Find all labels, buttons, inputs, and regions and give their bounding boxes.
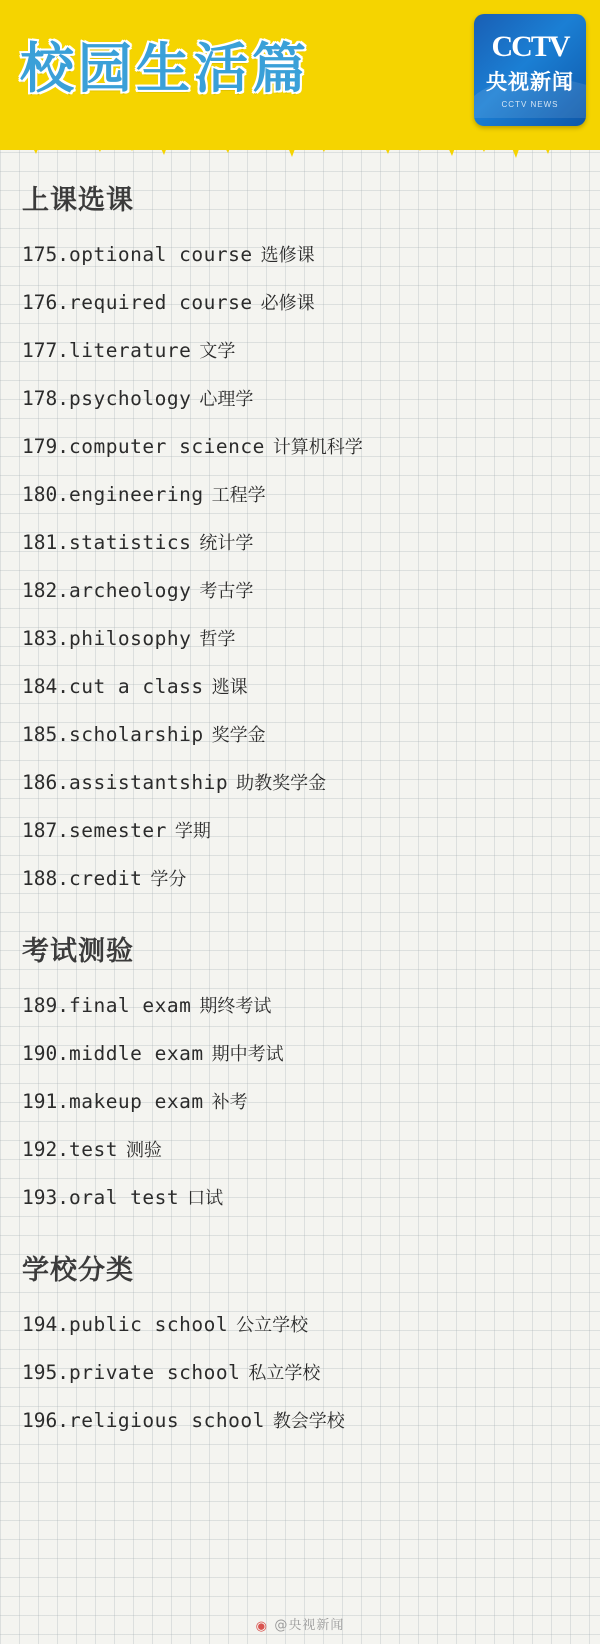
entry-chinese: 助教奖学金 <box>236 773 327 794</box>
list-item <box>22 327 600 375</box>
entry-chinese: 公立学校 <box>236 1315 309 1336</box>
entry-number: 179. <box>22 435 69 458</box>
entry-number: 182. <box>22 579 69 602</box>
entry-chinese: 文学 <box>199 341 236 362</box>
list-item <box>22 615 600 663</box>
entry-number: 186. <box>22 771 69 794</box>
entry-chinese: 考古学 <box>199 581 254 602</box>
entry-chinese: 必修课 <box>260 293 315 314</box>
entry-english: required course <box>68 291 253 314</box>
logo-cn-text: 央视新闻 <box>486 70 574 94</box>
entry-english: archeology <box>68 579 192 602</box>
entry-chinese: 补考 <box>211 1092 248 1113</box>
entry-number: 175. <box>22 243 69 266</box>
section-heading: 学校分类 <box>22 1255 134 1286</box>
section-heading: 上课选课 <box>22 185 134 216</box>
entry-chinese: 逃课 <box>211 677 248 698</box>
section-exams <box>0 929 600 1222</box>
entry-number: 185. <box>22 723 69 746</box>
entry-number: 177. <box>22 339 69 362</box>
list-item <box>22 1301 600 1349</box>
list-item <box>22 1078 600 1126</box>
list-item <box>22 1174 600 1222</box>
entry-english: psychology <box>68 387 192 410</box>
section-class-selection <box>0 178 600 903</box>
entry-chinese: 哲学 <box>199 629 236 650</box>
entry-english: final exam <box>68 994 192 1017</box>
entry-english: private school <box>68 1361 241 1384</box>
entry-number: 176. <box>22 291 69 314</box>
list-item <box>22 807 600 855</box>
entry-number: 188. <box>22 867 69 890</box>
entry-chinese: 教会学校 <box>272 1411 345 1432</box>
entry-english: assistantship <box>68 771 229 794</box>
entry-chinese: 测验 <box>125 1140 162 1161</box>
entry-english: statistics <box>68 531 192 554</box>
entry-english: test <box>68 1138 118 1161</box>
watermark-text: @央视新闻 <box>274 1618 345 1633</box>
entry-number: 184. <box>22 675 69 698</box>
entry-english: makeup exam <box>68 1090 204 1113</box>
entry-english: public school <box>68 1313 229 1336</box>
entry-chinese: 奖学金 <box>211 725 266 746</box>
entry-number: 178. <box>22 387 69 410</box>
entry-chinese: 工程学 <box>211 485 266 506</box>
list-item <box>22 1126 600 1174</box>
page-title: 校园生活篇 <box>20 37 310 100</box>
section-school-types <box>0 1248 600 1445</box>
entry-number: 190. <box>22 1042 69 1065</box>
list-item <box>22 471 600 519</box>
list-item <box>22 759 600 807</box>
entry-english: literature <box>68 339 192 362</box>
list-item <box>22 1397 600 1445</box>
entry-english: optional course <box>68 243 253 266</box>
entry-number: 189. <box>22 994 69 1017</box>
list-item <box>22 711 600 759</box>
list-item <box>22 567 600 615</box>
entry-chinese: 期中考试 <box>211 1044 284 1065</box>
entry-english: religious school <box>68 1409 265 1432</box>
cctv-news-logo <box>474 14 586 126</box>
list-item <box>22 982 600 1030</box>
entry-number: 192. <box>22 1138 69 1161</box>
list-item <box>22 423 600 471</box>
entry-chinese: 学分 <box>150 869 187 890</box>
entry-number: 187. <box>22 819 69 842</box>
entry-number: 196. <box>22 1409 69 1432</box>
list-item <box>22 1349 600 1397</box>
entry-chinese: 统计学 <box>199 533 254 554</box>
entry-english: oral test <box>68 1186 180 1209</box>
list-item <box>22 279 600 327</box>
logo-en-text: CCTV NEWS <box>501 100 559 109</box>
entry-english: cut a class <box>68 675 204 698</box>
section-heading: 考试测验 <box>22 936 134 967</box>
entry-number: 181. <box>22 531 69 554</box>
entry-number: 193. <box>22 1186 69 1209</box>
list-item <box>22 855 600 903</box>
entry-number: 191. <box>22 1090 69 1113</box>
entry-chinese: 心理学 <box>199 389 254 410</box>
entry-number: 194. <box>22 1313 69 1336</box>
entry-chinese: 期终考试 <box>199 996 272 1017</box>
entry-english: credit <box>68 867 143 890</box>
entry-english: middle exam <box>68 1042 204 1065</box>
list-item <box>22 375 600 423</box>
entry-number: 180. <box>22 483 69 506</box>
entry-english: philosophy <box>68 627 192 650</box>
entry-chinese: 私立学校 <box>248 1363 321 1384</box>
entry-english: engineering <box>68 483 204 506</box>
entry-chinese: 学期 <box>174 821 211 842</box>
vocabulary-list <box>0 160 600 1449</box>
list-item <box>22 519 600 567</box>
list-item <box>22 231 600 279</box>
entry-english: scholarship <box>68 723 204 746</box>
entry-english: computer science <box>68 435 265 458</box>
paint-drip-edge <box>0 128 600 168</box>
entry-chinese: 计算机科学 <box>272 437 363 458</box>
footer-watermark <box>0 1614 600 1634</box>
entry-number: 195. <box>22 1361 69 1384</box>
list-item <box>22 1030 600 1078</box>
page-header <box>0 0 600 150</box>
logo-cctv-text: CCTV <box>491 30 569 63</box>
weibo-icon: ◉ <box>255 1618 267 1633</box>
entry-chinese: 口试 <box>187 1188 224 1209</box>
list-item <box>22 663 600 711</box>
entry-english: semester <box>68 819 167 842</box>
entry-number: 183. <box>22 627 69 650</box>
entry-chinese: 选修课 <box>260 245 315 266</box>
